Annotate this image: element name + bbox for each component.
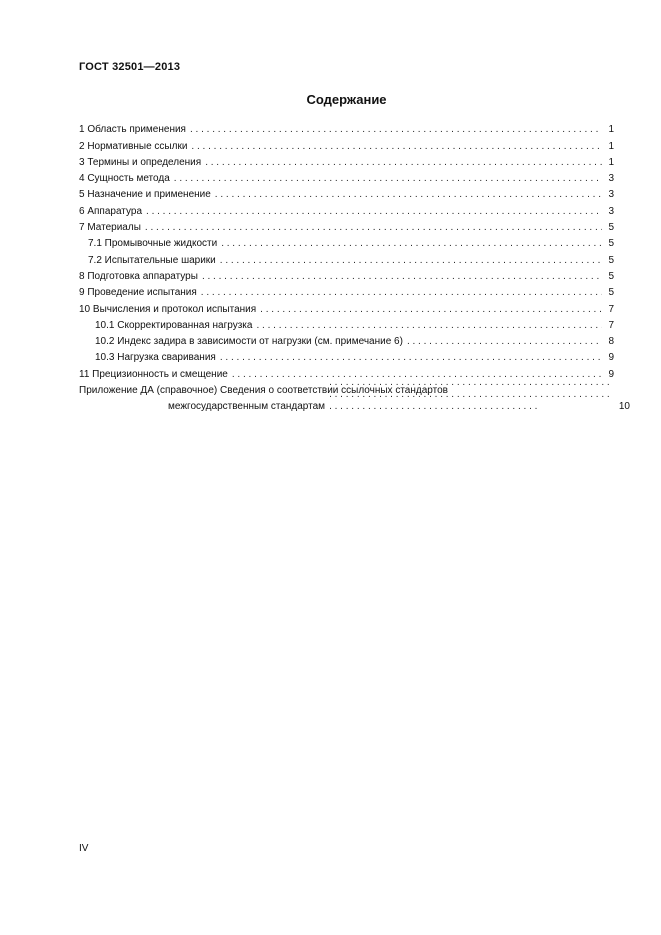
toc-item[interactable]	[79, 267, 614, 283]
toc-annex-line1: Приложение ДА (справочное) Сведения о соответствии ссылочных стандартов	[79, 384, 448, 396]
toc-item-label: 10 Вычисления и протокол испытания	[79, 303, 257, 315]
toc-item[interactable]	[79, 299, 614, 315]
toc-item-page: 5	[608, 238, 614, 250]
toc-annex-line2: межгосударственным стандартам	[168, 400, 326, 412]
toc-item[interactable]	[79, 136, 614, 152]
toc-item-label: 7.1 Промывочные жидкости	[88, 238, 218, 250]
toc-leader-dots	[407, 336, 602, 348]
page-number: IV	[79, 843, 89, 854]
toc-item-label: 10.2 Индекс задира в зависимости от нагрузки (см. примечание 6)	[95, 336, 403, 348]
document-header: ГОСТ 32501—2013	[79, 61, 181, 73]
toc-leader-dots	[201, 287, 602, 299]
toc-item-page: 1	[608, 156, 614, 168]
toc-item-page: 1	[608, 124, 614, 136]
toc-leader-dots	[215, 189, 602, 201]
toc-leader-dots	[174, 173, 602, 185]
toc-item[interactable]	[79, 120, 614, 136]
toc-item-label: 3 Термины и определения	[79, 156, 202, 168]
toc-item[interactable]	[79, 169, 614, 185]
toc-item-label: 1 Область применения	[79, 124, 186, 136]
toc-item-label: 2 Нормативные ссылки	[79, 140, 188, 152]
toc-annex-item[interactable]	[79, 381, 630, 413]
toc-item-page: 3	[608, 173, 614, 185]
toc-leader-dots	[145, 222, 602, 234]
toc-item-label: 8 Подготовка аппаратуры	[79, 270, 198, 282]
toc-item-page: 5	[608, 254, 614, 266]
toc-subitem[interactable]	[79, 250, 614, 266]
toc-item-page: 5	[608, 270, 614, 282]
toc-item[interactable]	[79, 153, 614, 169]
toc-item-label: 10.1 Скорректированная нагрузка	[95, 319, 253, 331]
toc-title: Содержание	[306, 92, 387, 107]
toc-item-label: 6 Аппаратура	[79, 205, 143, 217]
toc-leader-dots	[329, 377, 615, 413]
toc-item[interactable]	[79, 185, 614, 201]
toc-item-label: 7.2 Испытательные шарики	[88, 254, 216, 266]
toc-item[interactable]	[79, 201, 614, 217]
toc-leader-dots	[191, 141, 602, 153]
toc-subitem[interactable]	[79, 316, 614, 332]
toc-annex-page: 10	[618, 400, 630, 412]
toc-leader-dots	[260, 304, 602, 316]
toc-item-label: 11 Прецизионность и смещение	[79, 368, 228, 380]
toc-leader-dots	[202, 271, 602, 283]
toc-subitem[interactable]	[79, 332, 614, 348]
toc-item-label: 7 Материалы	[79, 222, 141, 234]
toc-item-page: 3	[608, 189, 614, 201]
toc-leader-dots	[256, 320, 602, 332]
toc-item-page: 5	[608, 222, 614, 234]
toc-leader-dots	[146, 206, 602, 218]
toc-item-label: 9 Проведение испытания	[79, 287, 197, 299]
toc-item-page: 9	[608, 352, 614, 364]
toc-leader-dots	[221, 238, 602, 250]
toc-item-page: 1	[608, 140, 614, 152]
toc-item[interactable]	[79, 218, 614, 234]
toc-leader-dots	[190, 124, 602, 136]
toc-item-page: 3	[608, 205, 614, 217]
toc-item-page: 7	[608, 319, 614, 331]
toc-subitem[interactable]	[79, 234, 614, 250]
toc-item-label: 10.3 Нагрузка сваривания	[95, 352, 216, 364]
toc-item-label: 5 Назначение и применение	[79, 189, 211, 201]
toc-item-page: 8	[608, 336, 614, 348]
toc-subitem[interactable]	[79, 348, 614, 364]
table-of-contents	[79, 120, 630, 413]
toc-leader-dots	[220, 255, 602, 267]
toc-leader-dots	[220, 352, 602, 364]
toc-annex-line2-row	[79, 397, 630, 413]
toc-item-page: 9	[608, 368, 614, 380]
toc-item-page: 7	[608, 303, 614, 315]
toc-item-page: 5	[608, 287, 614, 299]
toc-item-label: 4 Сущность метода	[79, 173, 170, 185]
toc-leader-dots	[205, 157, 602, 169]
toc-item[interactable]	[79, 283, 614, 299]
